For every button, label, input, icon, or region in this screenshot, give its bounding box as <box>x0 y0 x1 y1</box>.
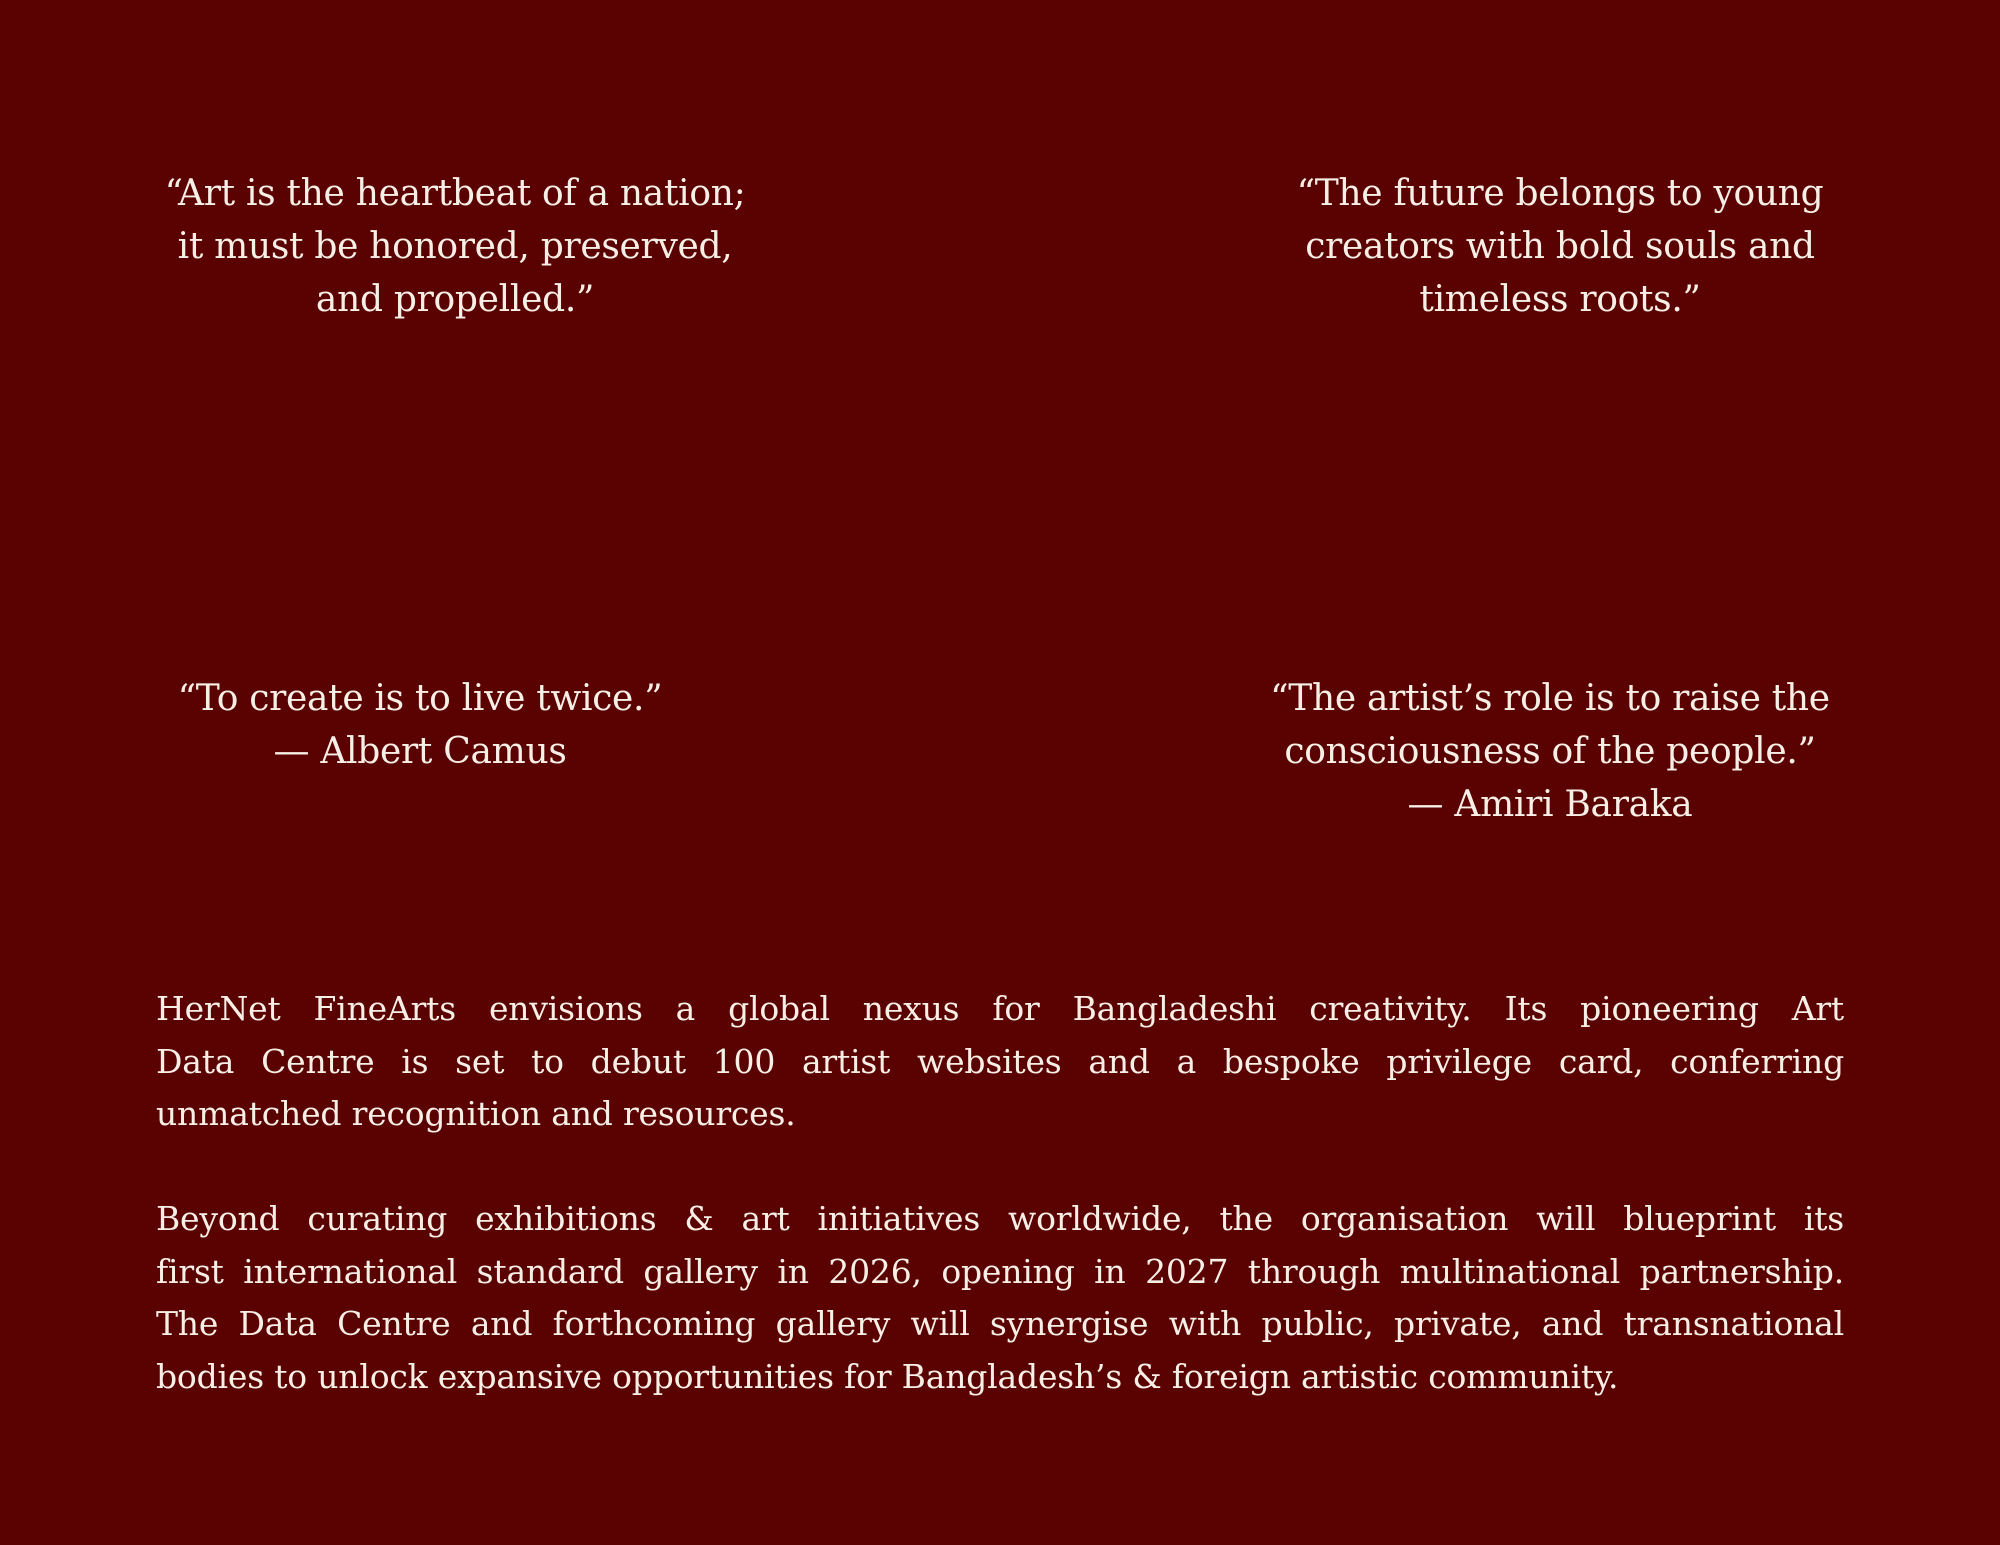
quote-heartbeat-of-nation <box>95 167 815 326</box>
quote-amiri-baraka <box>1190 672 1910 831</box>
quote-line: “To create is to live twice.” <box>177 678 663 719</box>
quote-line: it must be honored, preserved, <box>177 226 733 267</box>
quote-line: and propelled.” <box>315 279 595 320</box>
paragraph-line: Beyond curating exhibitions & art initiatives worldwide, the organisation will blueprint its <box>156 1199 1844 1238</box>
paragraph-line: first international standard gallery in 2026, opening in 2027 through multinational partnership. <box>156 1251 1844 1291</box>
paragraph-line: Data Centre is set to debut 100 artist websites and a bespoke privilege card, conferring <box>156 1041 1844 1081</box>
quote-attribution: — Albert Camus <box>273 731 567 772</box>
paragraph-line: unmatched recognition and resources. <box>156 1094 796 1133</box>
quote-attribution: — Amiri Baraka <box>1407 784 1693 825</box>
quote-line: “The future belongs to young <box>1296 173 1824 214</box>
quote-line: creators with bold souls and <box>1305 226 1815 267</box>
paragraph-line: The Data Centre and forthcoming gallery will synergise with public, private, and transnational <box>156 1304 1844 1343</box>
quote-line: timeless roots.” <box>1419 279 1701 320</box>
quote-albert-camus <box>60 672 780 778</box>
paragraph-vision <box>156 983 1844 1141</box>
paragraph-line: bodies to unlock expansive opportunities for Bangladesh’s & foreign artistic community. <box>156 1356 1619 1396</box>
quote-line: consciousness of the people.” <box>1284 731 1816 772</box>
paragraph-line: HerNet FineArts envisions a global nexus for Bangladeshi creativity. Its pioneering Art <box>156 989 1844 1028</box>
quote-line: “Art is the heartbeat of a nation; <box>164 173 746 214</box>
quote-future-belongs <box>1200 167 1920 326</box>
paragraph-gallery-plans <box>156 1193 1844 1403</box>
quote-line: “The artist’s role is to raise the <box>1270 678 1830 719</box>
